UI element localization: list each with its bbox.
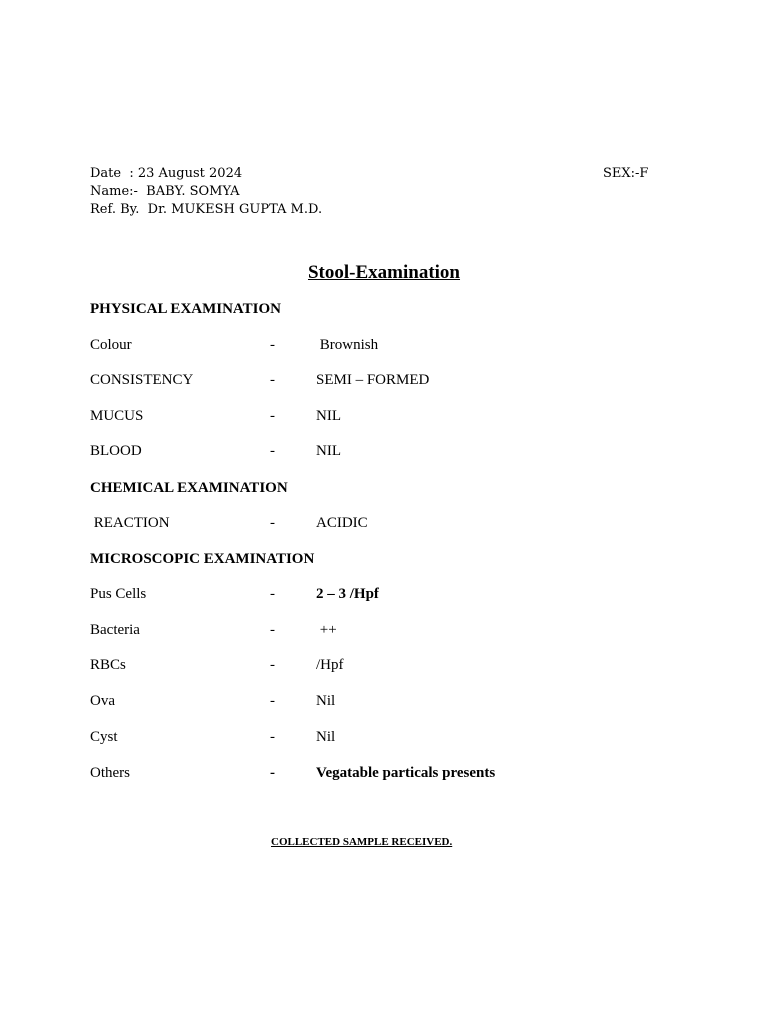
result-row-others [0, 763, 768, 783]
patient-sex: SEX:-F [603, 166, 649, 181]
result-separator: - [270, 765, 275, 781]
result-separator: - [270, 622, 275, 638]
result-separator: - [270, 408, 275, 424]
result-separator: - [270, 337, 275, 353]
result-row-cyst [0, 727, 768, 747]
result-label: Others [90, 765, 130, 781]
result-row-bacteria [0, 620, 768, 640]
result-value: /Hpf [316, 657, 344, 673]
result-row-pus-cells [0, 584, 768, 604]
result-separator: - [270, 515, 275, 531]
result-value: Vegatable particals presents [316, 765, 496, 781]
result-label: Bacteria [90, 622, 140, 638]
result-label: CONSISTENCY [90, 372, 194, 388]
result-value: Brownish [316, 337, 379, 353]
result-value: NIL [316, 408, 341, 424]
patient-name: Name:- BABY. SOMYA [90, 184, 240, 199]
physical-section-heading: PHYSICAL EXAMINATION [90, 301, 281, 317]
collection-note: COLLECTED SAMPLE RECEIVED. [271, 836, 453, 848]
result-row-reaction [0, 513, 768, 533]
result-value: 2 – 3 /Hpf [316, 586, 379, 602]
result-label: REACTION [90, 515, 170, 531]
result-label: Cyst [90, 729, 118, 745]
result-row-consistency [0, 370, 768, 390]
result-label: Colour [90, 337, 132, 353]
result-label: Ova [90, 693, 115, 709]
result-row-ova [0, 691, 768, 711]
report-title: Stool-Examination [307, 262, 461, 283]
result-separator: - [270, 729, 275, 745]
chemical-section-heading: CHEMICAL EXAMINATION [90, 480, 288, 496]
result-row-colour [0, 335, 768, 355]
result-row-mucus [0, 406, 768, 426]
result-row-rbcs [0, 655, 768, 675]
result-label: Pus Cells [90, 586, 147, 602]
result-separator: - [270, 586, 275, 602]
result-value: Nil [316, 729, 336, 745]
result-value: SEMI – FORMED [316, 372, 430, 388]
result-row-blood [0, 441, 768, 461]
result-separator: - [270, 443, 275, 459]
result-separator: - [270, 372, 275, 388]
referring-doctor: Ref. By. Dr. MUKESH GUPTA M.D. [90, 202, 323, 217]
result-value: NIL [316, 443, 341, 459]
result-value: Nil [316, 693, 336, 709]
result-value: ACIDIC [316, 515, 368, 531]
result-value: ++ [316, 622, 337, 638]
report-date: Date : 23 August 2024 [90, 166, 243, 181]
result-separator: - [270, 657, 275, 673]
microscopic-section-heading: MICROSCOPIC EXAMINATION [90, 551, 315, 567]
result-label: RBCs [90, 657, 126, 673]
result-separator: - [270, 693, 275, 709]
result-label: MUCUS [90, 408, 144, 424]
result-label: BLOOD [90, 443, 142, 459]
